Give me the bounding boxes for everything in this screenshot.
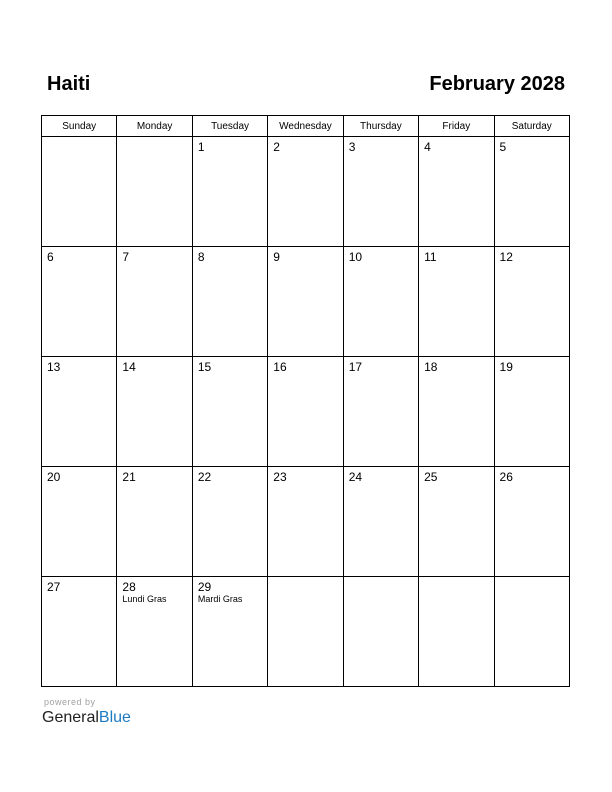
- day-cell: [419, 467, 494, 577]
- brand-general-text: General: [42, 709, 99, 726]
- week-row: [42, 247, 570, 357]
- day-cell: [419, 357, 494, 467]
- day-number: 21: [122, 470, 136, 484]
- day-number: 3: [348, 140, 356, 154]
- day-cell: [343, 137, 418, 247]
- day-number: 19: [499, 360, 513, 374]
- weekday-saturday: Saturday: [494, 116, 569, 137]
- day-number: 22: [197, 470, 212, 484]
- calendar-grid: [41, 115, 570, 687]
- day-cell: [494, 137, 569, 247]
- day-cell: [192, 467, 267, 577]
- day-number: 13: [47, 360, 61, 374]
- day-cell: [494, 247, 569, 357]
- day-cell: [117, 467, 192, 577]
- holiday-label: Lundi Gras: [122, 594, 167, 604]
- day-number: 6: [47, 250, 54, 264]
- week-row: [42, 577, 570, 687]
- day-cell: [343, 357, 418, 467]
- month-year-title: February 2028: [429, 73, 565, 95]
- day-cell: [192, 577, 267, 687]
- day-cell: [192, 247, 267, 357]
- empty-day-cell: [343, 577, 418, 687]
- country-title: Haiti: [47, 73, 91, 95]
- day-number: 23: [273, 470, 287, 484]
- week-row: [42, 357, 570, 467]
- day-number: 25: [424, 470, 438, 484]
- day-number: 2: [273, 140, 280, 154]
- day-number: 15: [197, 360, 212, 374]
- day-number: 29: [197, 580, 212, 594]
- week-row: [42, 137, 570, 247]
- day-number: 20: [47, 470, 61, 484]
- weekday-tuesday: Tuesday: [192, 116, 267, 137]
- day-cell: [42, 247, 117, 357]
- day-cell: [343, 247, 418, 357]
- day-number: 16: [273, 360, 287, 374]
- weekday-friday: Friday: [419, 116, 494, 137]
- holiday-label: Mardi Gras: [197, 594, 243, 604]
- day-number: 12: [499, 250, 513, 264]
- day-number: 8: [197, 250, 205, 264]
- day-cell: [117, 357, 192, 467]
- day-cell: [268, 137, 343, 247]
- day-number: 11: [424, 250, 437, 264]
- day-number: 26: [499, 470, 513, 484]
- weekday-wednesday: Wednesday: [268, 116, 343, 137]
- day-number: 24: [348, 470, 363, 484]
- generalblue-logo[interactable]: [42, 708, 131, 728]
- day-cell: [117, 247, 192, 357]
- empty-day-cell: [117, 137, 192, 247]
- day-number: 18: [424, 360, 438, 374]
- day-cell: [42, 577, 117, 687]
- weekday-thursday: Thursday: [343, 116, 418, 137]
- week-row: [42, 467, 570, 577]
- empty-day-cell: [419, 577, 494, 687]
- day-number: 1: [197, 140, 205, 154]
- weekday-sunday: Sunday: [42, 116, 117, 137]
- day-number: 9: [273, 250, 280, 264]
- day-cell: [268, 467, 343, 577]
- day-cell: [268, 247, 343, 357]
- day-cell: [117, 577, 192, 687]
- day-number: 14: [122, 360, 136, 374]
- day-number: 7: [122, 250, 130, 264]
- day-number: 17: [348, 360, 363, 374]
- empty-day-cell: [494, 577, 569, 687]
- day-cell: [42, 357, 117, 467]
- day-number: 28: [122, 580, 136, 594]
- empty-day-cell: [42, 137, 117, 247]
- empty-day-cell: [268, 577, 343, 687]
- day-number: 27: [47, 580, 61, 594]
- day-cell: [343, 467, 418, 577]
- day-cell: [419, 247, 494, 357]
- day-cell: [192, 137, 267, 247]
- day-cell: [494, 357, 569, 467]
- powered-by-text: powered by: [44, 697, 96, 707]
- day-cell: [268, 357, 343, 467]
- brand-blue-text: Blue: [98, 709, 131, 726]
- day-cell: [419, 137, 494, 247]
- day-number: 4: [424, 140, 431, 154]
- day-cell: [192, 357, 267, 467]
- day-cell: [42, 467, 117, 577]
- day-number: 5: [499, 140, 507, 154]
- weekday-header-row: [42, 116, 570, 137]
- weekday-monday: Monday: [117, 116, 192, 137]
- day-cell: [494, 467, 569, 577]
- day-number: 10: [348, 250, 363, 264]
